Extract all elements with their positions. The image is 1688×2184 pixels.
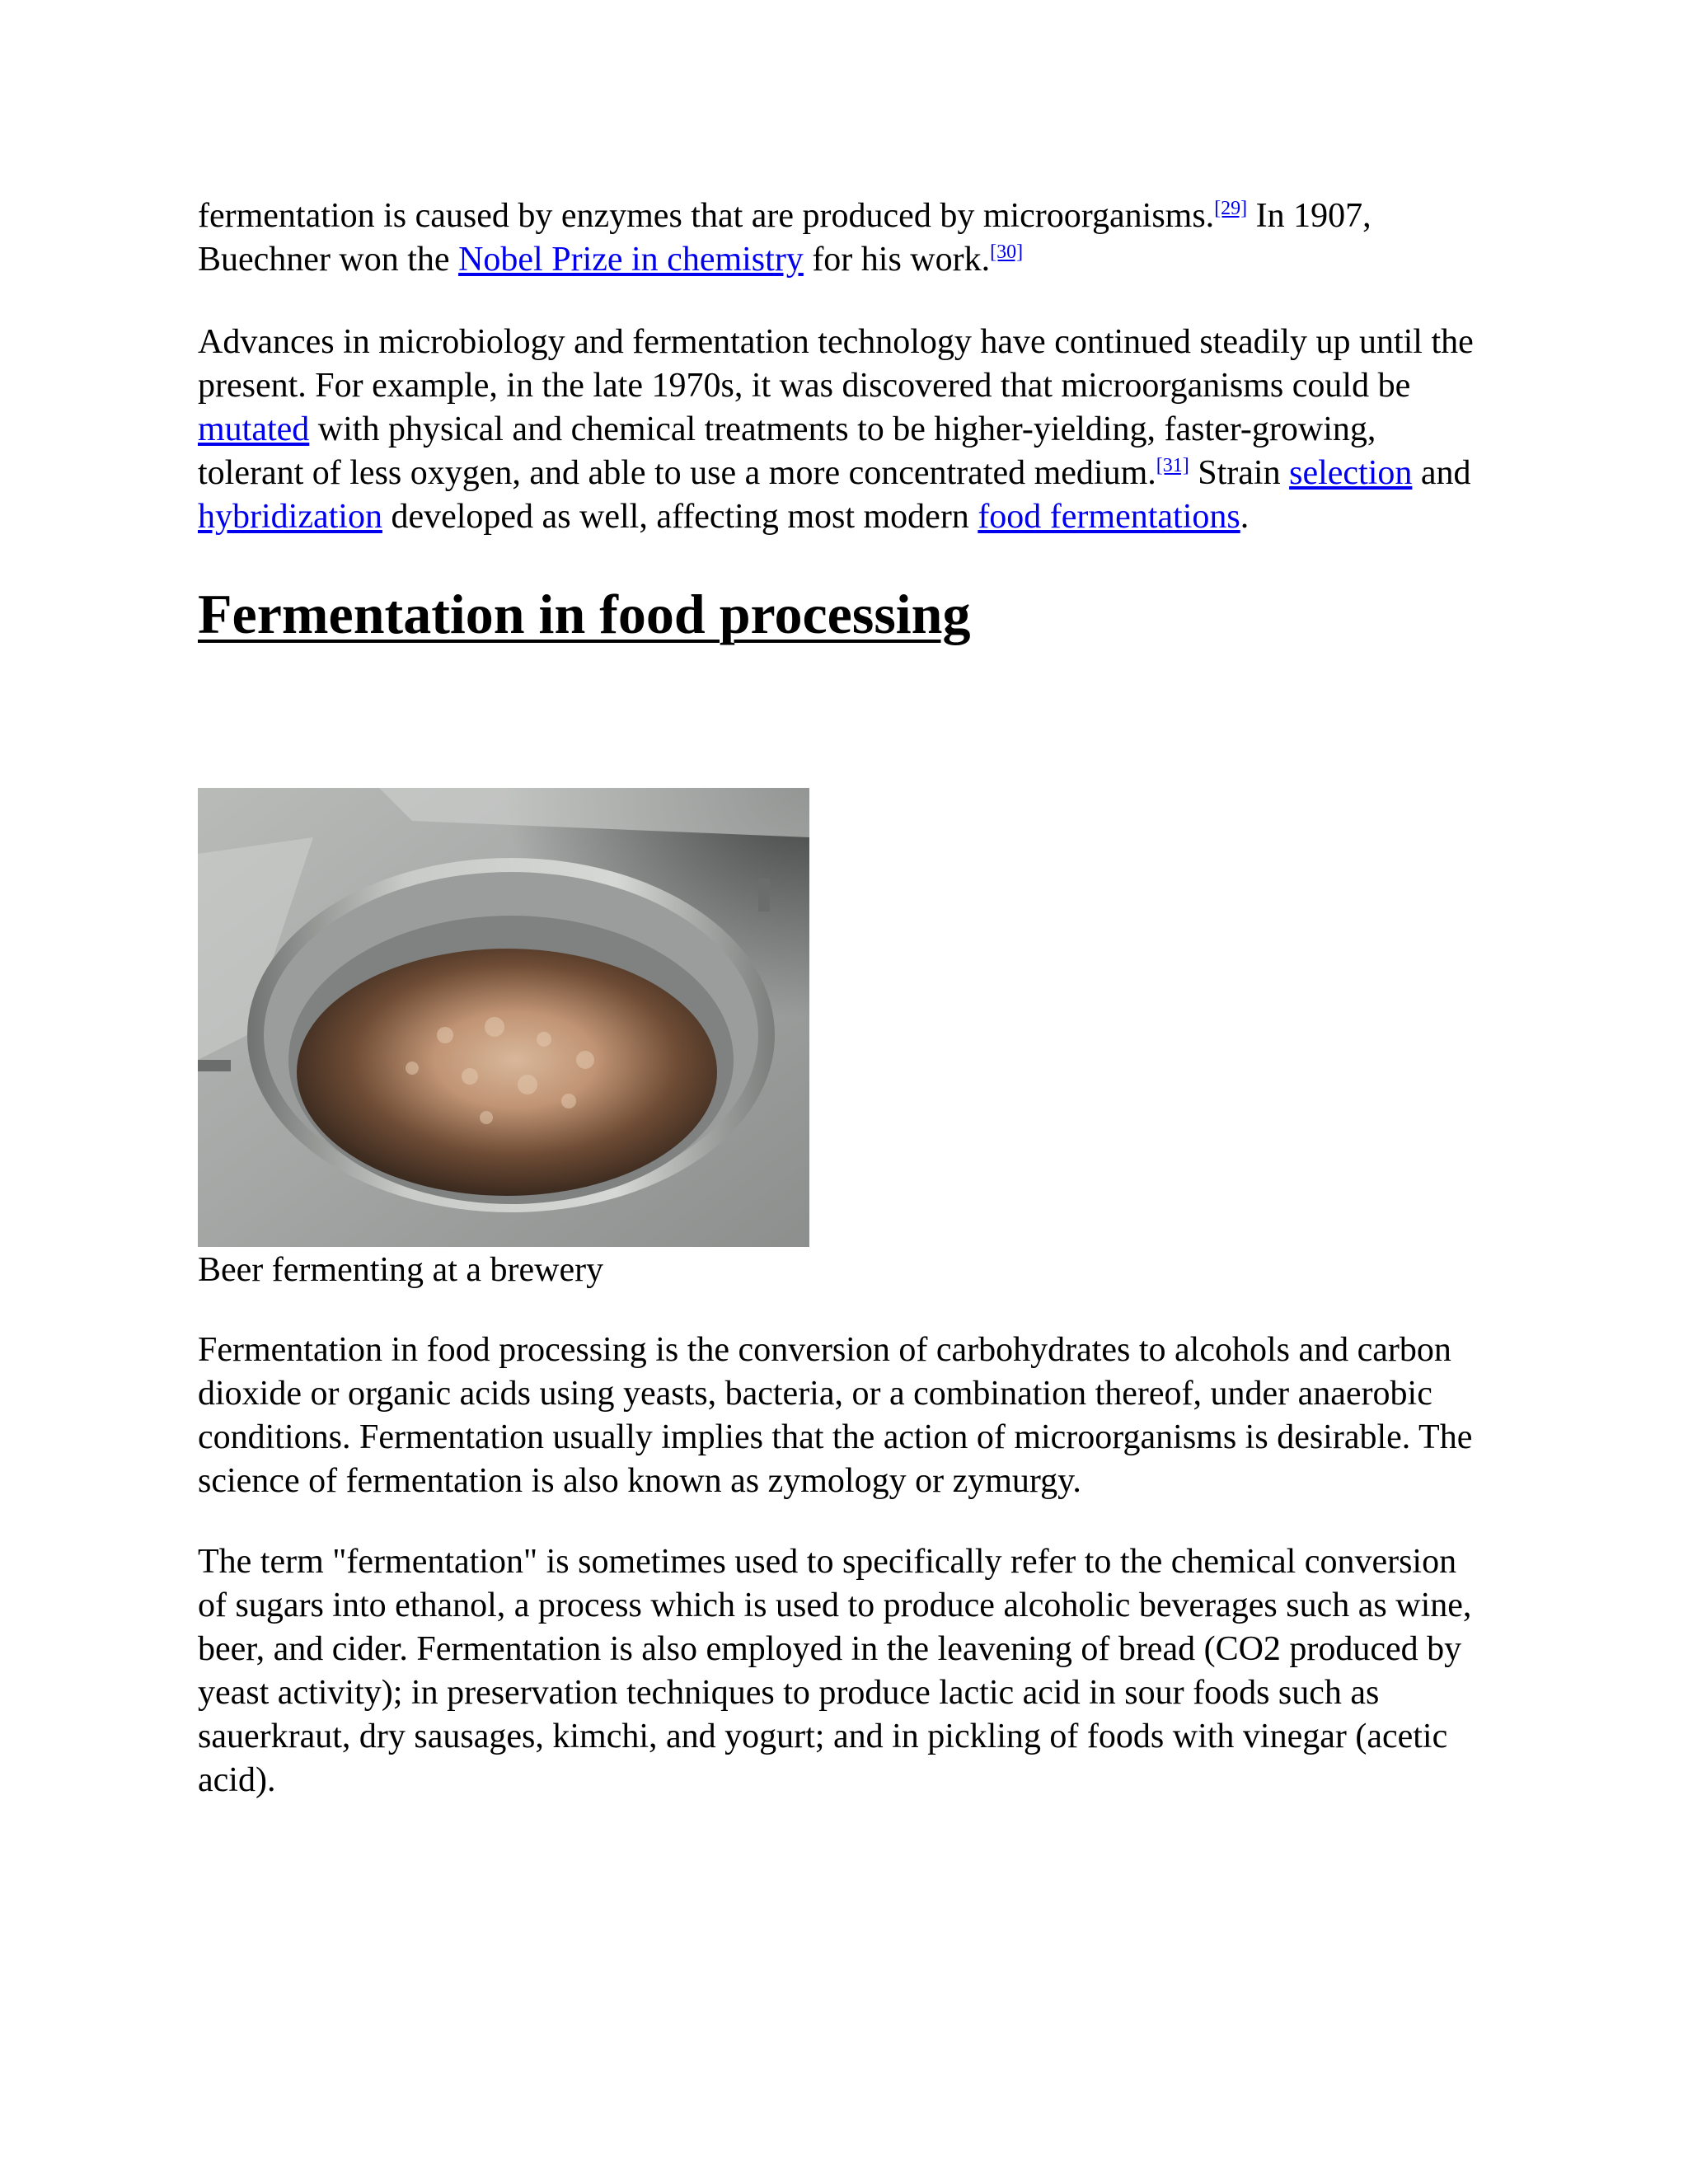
paragraph-term-fermentation: The term "fermentation" is sometimes used to specifically refer to the chemical conversion of sugars into ethanol, a process which is used to produce alcoholic beverages such as wine, beer, and cider. Fermentation is also employed in the leavening of bread (CO2 produced by yeast activity); in preservation techniques to produce lactic acid in sour foods such as sauerkraut, dry sausages, kimchi, and yogurt; and in pickling of foods with vinegar (acetic acid). [198, 1543, 1472, 1799]
text-run: with physical and chemical treatments to be higher-yielding, faster-growing, tolerant of less oxygen, and able to use a more concentrated medium. [198, 410, 1376, 492]
text-run: In 1907, Buechner won the [198, 197, 1372, 279]
link-selection[interactable]: selection [1289, 454, 1413, 492]
text-run: developed as well, affecting most modern [382, 498, 978, 536]
link-nobel-prize-chemistry[interactable]: Nobel Prize in chemistry [458, 241, 804, 279]
text-run: and [1412, 454, 1471, 492]
paragraph-food-processing: Fermentation in food processing is the conversion of carbohydrates to alcohols and carbon dioxide or organic acids using yeasts, bacteria, or a combination thereof, under anaerobic conditions. Fermentation usually implies that the action of microorganisms is desirable. The science of fermentation is also known as zymology or zymurgy. [198, 1331, 1473, 1500]
text-run: fermentation is caused by enzymes that are produced by microorganisms. [198, 197, 1215, 235]
text-run: Advances in microbiology and fermentation technology have continued steadily up until the present. For example, in the late 1970s, it was discovered that microorganisms could be [198, 323, 1474, 405]
link-mutated[interactable]: mutated [198, 410, 310, 448]
paragraph-advances [198, 321, 1484, 539]
paragraph-enzymes [198, 194, 1484, 282]
link-food-fermentations[interactable]: food fermentations [978, 498, 1240, 536]
text-run: . [1240, 498, 1250, 536]
section-heading: Fermentation in food processing [198, 583, 971, 645]
citation-link-31[interactable]: [31] [1156, 455, 1189, 476]
document-page [198, 194, 1484, 1802]
text-run: for his work. [803, 241, 991, 279]
link-hybridization[interactable]: hybridization [198, 498, 382, 536]
citation-link-29[interactable]: [29] [1214, 198, 1248, 219]
figure-caption: Beer fermenting at a brewery [198, 1251, 604, 1289]
beer-fermenting-photo [198, 788, 809, 1247]
text-run: Strain [1189, 454, 1290, 492]
citation-link-30[interactable]: [30] [990, 241, 1024, 263]
